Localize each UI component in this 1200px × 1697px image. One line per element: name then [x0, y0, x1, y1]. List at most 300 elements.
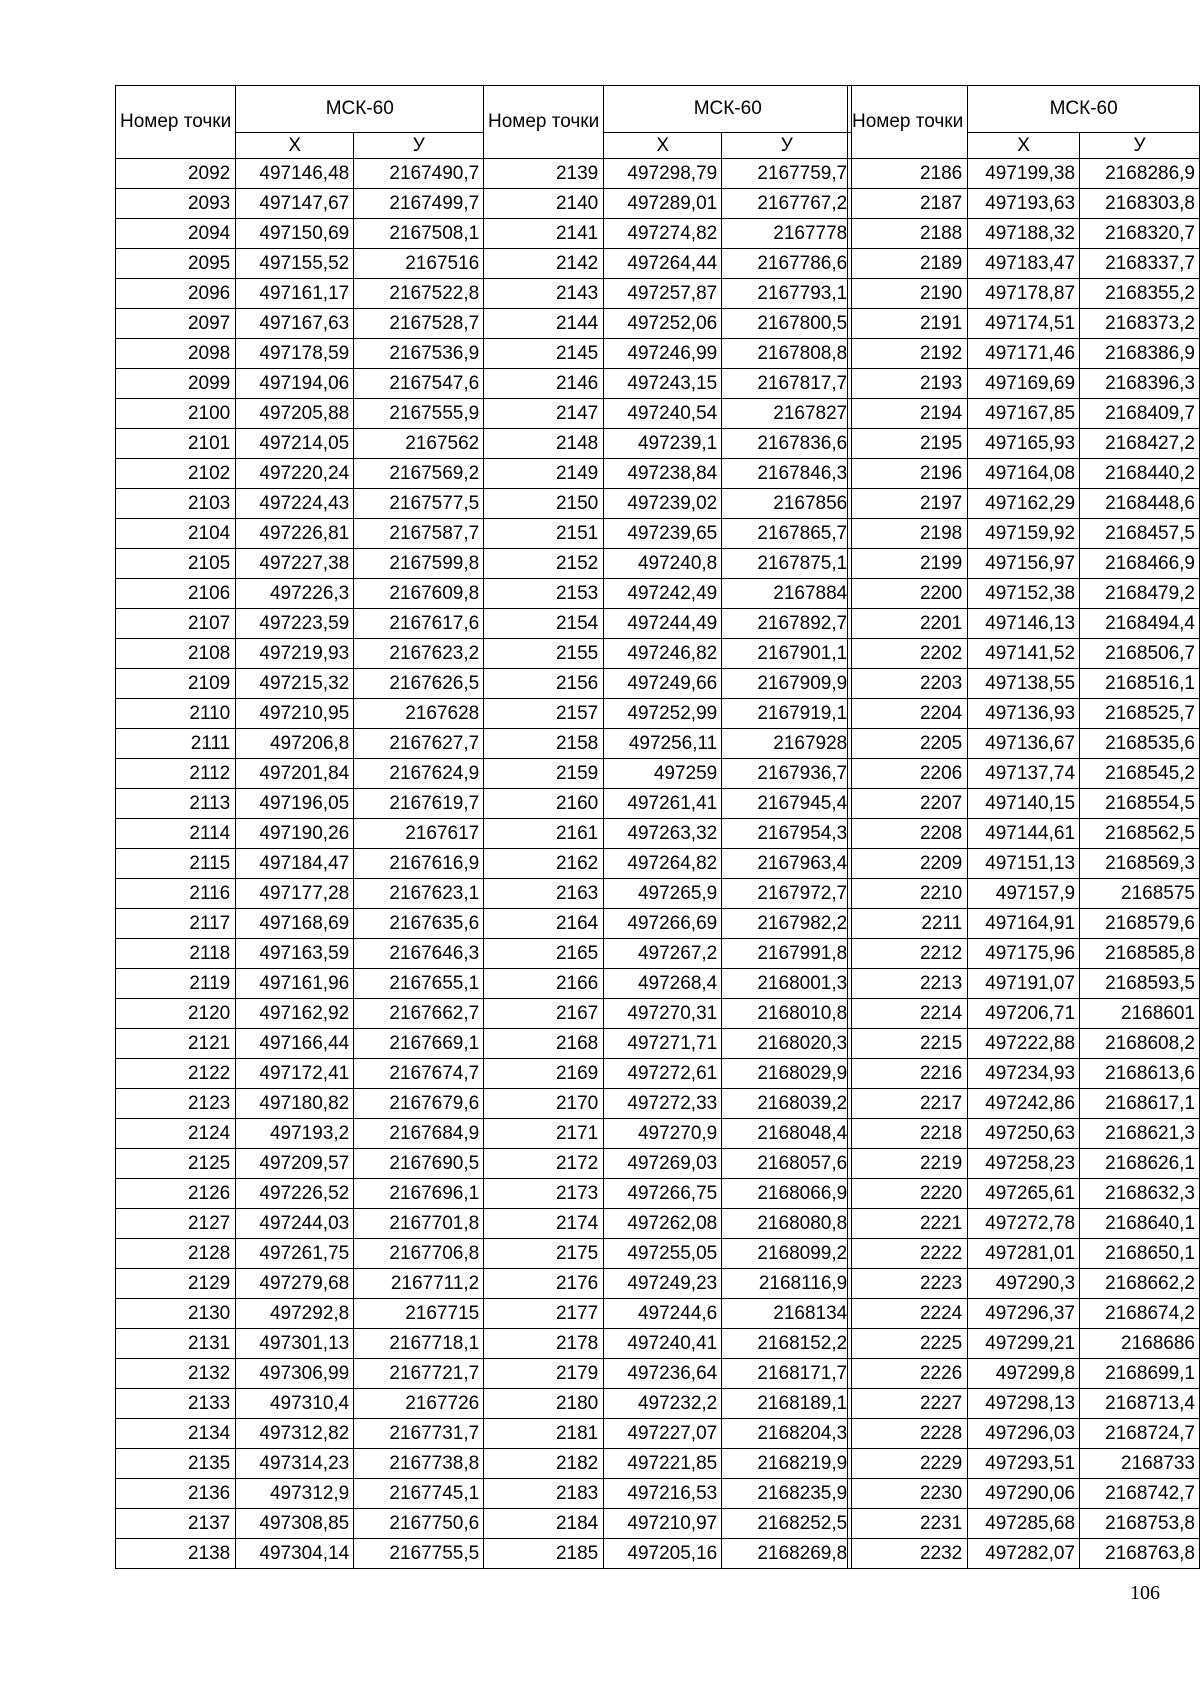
y-coordinate-cell: 2167892,7 — [722, 609, 852, 639]
y-coordinate-cell: 2167884 — [722, 579, 852, 609]
x-coordinate-cell: 497265,61 — [968, 1179, 1080, 1209]
x-coordinate-cell: 497268,4 — [604, 969, 722, 999]
x-coordinate-cell: 497226,3 — [236, 579, 354, 609]
point-number-cell: 2218 — [848, 1119, 968, 1149]
y-coordinate-cell: 2168763,8 — [1080, 1539, 1200, 1569]
point-number-cell: 2153 — [484, 579, 604, 609]
x-coordinate-cell: 497269,03 — [604, 1149, 722, 1179]
x-coordinate-cell: 497239,65 — [604, 519, 722, 549]
y-coordinate-cell: 2167836,6 — [722, 429, 852, 459]
point-number-cell: 2131 — [116, 1329, 236, 1359]
x-coordinate-cell: 497194,06 — [236, 369, 354, 399]
y-coordinate-cell: 2168554,5 — [1080, 789, 1200, 819]
y-coordinate-cell: 2168409,7 — [1080, 399, 1200, 429]
table-row — [484, 1149, 852, 1179]
point-number-cell: 2200 — [848, 579, 968, 609]
point-number-cell: 2111 — [116, 729, 236, 759]
x-coordinate-cell: 497210,97 — [604, 1509, 722, 1539]
table-row — [484, 189, 852, 219]
x-coordinate-cell: 497146,13 — [968, 609, 1080, 639]
y-coordinate-cell: 2167562 — [354, 429, 484, 459]
point-number-cell: 2186 — [848, 159, 968, 189]
point-number-cell: 2130 — [116, 1299, 236, 1329]
point-number-cell: 2217 — [848, 1089, 968, 1119]
y-coordinate-cell: 2167626,5 — [354, 669, 484, 699]
y-coordinate-cell: 2167738,8 — [354, 1449, 484, 1479]
point-number-cell: 2209 — [848, 849, 968, 879]
y-coordinate-cell: 2168001,3 — [722, 969, 852, 999]
y-coordinate-cell: 2167617,6 — [354, 609, 484, 639]
table-row — [116, 369, 484, 399]
y-coordinate-cell: 2167701,8 — [354, 1209, 484, 1239]
y-coordinate-cell: 2167718,1 — [354, 1329, 484, 1359]
x-coordinate-cell: 497167,85 — [968, 399, 1080, 429]
table-row — [848, 459, 1200, 489]
point-number-cell: 2175 — [484, 1239, 604, 1269]
point-number-cell: 2114 — [116, 819, 236, 849]
table-row — [484, 1389, 852, 1419]
y-coordinate-cell: 2168396,3 — [1080, 369, 1200, 399]
point-number-cell: 2166 — [484, 969, 604, 999]
point-number-cell: 2112 — [116, 759, 236, 789]
y-coordinate-cell: 2168569,3 — [1080, 849, 1200, 879]
table-row — [484, 999, 852, 1029]
table-row — [484, 699, 852, 729]
y-coordinate-cell: 2168593,5 — [1080, 969, 1200, 999]
table-row — [484, 609, 852, 639]
point-number-cell: 2184 — [484, 1509, 604, 1539]
point-number-cell: 2161 — [484, 819, 604, 849]
table-row — [848, 1329, 1200, 1359]
x-coordinate-cell: 497266,75 — [604, 1179, 722, 1209]
x-coordinate-cell: 497162,29 — [968, 489, 1080, 519]
point-number-cell: 2183 — [484, 1479, 604, 1509]
point-number-cell: 2206 — [848, 759, 968, 789]
x-coordinate-cell: 497196,05 — [236, 789, 354, 819]
y-coordinate-cell: 2167963,4 — [722, 849, 852, 879]
y-coordinate-cell: 2167715 — [354, 1299, 484, 1329]
x-coordinate-cell: 497264,82 — [604, 849, 722, 879]
x-coordinate-cell: 497244,03 — [236, 1209, 354, 1239]
y-coordinate-cell: 2168650,1 — [1080, 1239, 1200, 1269]
y-coordinate-cell: 2167684,9 — [354, 1119, 484, 1149]
table-row — [116, 1119, 484, 1149]
y-coordinate-cell: 2168662,2 — [1080, 1269, 1200, 1299]
y-coordinate-cell: 2167919,1 — [722, 699, 852, 729]
y-coordinate-cell: 2168617,1 — [1080, 1089, 1200, 1119]
y-coordinate-cell: 2168440,2 — [1080, 459, 1200, 489]
table-row — [116, 789, 484, 819]
table-row — [484, 159, 852, 189]
x-coordinate-cell: 497219,93 — [236, 639, 354, 669]
x-coordinate-cell: 497201,84 — [236, 759, 354, 789]
table-row — [484, 549, 852, 579]
x-coordinate-cell: 497152,38 — [968, 579, 1080, 609]
x-coordinate-cell: 497240,8 — [604, 549, 722, 579]
x-coordinate-cell: 497310,4 — [236, 1389, 354, 1419]
x-coordinate-cell: 497258,23 — [968, 1149, 1080, 1179]
table-row — [116, 1449, 484, 1479]
y-coordinate-cell: 2168626,1 — [1080, 1149, 1200, 1179]
y-coordinate-cell: 2167856 — [722, 489, 852, 519]
point-number-cell: 2099 — [116, 369, 236, 399]
x-coordinate-cell: 497271,71 — [604, 1029, 722, 1059]
table-row — [848, 1539, 1200, 1569]
y-coordinate-cell: 2167745,1 — [354, 1479, 484, 1509]
y-coordinate-cell: 2167674,7 — [354, 1059, 484, 1089]
point-number-cell: 2108 — [116, 639, 236, 669]
y-coordinate-cell: 2168057,6 — [722, 1149, 852, 1179]
y-coordinate-cell: 2167750,6 — [354, 1509, 484, 1539]
x-coordinate-cell: 497205,88 — [236, 399, 354, 429]
point-number-cell: 2193 — [848, 369, 968, 399]
y-coordinate-cell: 2167706,8 — [354, 1239, 484, 1269]
y-coordinate-cell: 2167623,2 — [354, 639, 484, 669]
table-row — [848, 969, 1200, 999]
table-row — [848, 1359, 1200, 1389]
point-number-cell: 2143 — [484, 279, 604, 309]
point-number-cell: 2105 — [116, 549, 236, 579]
x-coordinate-cell: 497210,95 — [236, 699, 354, 729]
table-row — [116, 609, 484, 639]
table-row — [484, 1419, 852, 1449]
x-coordinate-cell: 497164,08 — [968, 459, 1080, 489]
table-row — [848, 1269, 1200, 1299]
table-row — [848, 1419, 1200, 1449]
table-row — [848, 1209, 1200, 1239]
y-coordinate-cell: 2167901,1 — [722, 639, 852, 669]
x-coordinate-cell: 497166,44 — [236, 1029, 354, 1059]
x-coordinate-cell: 497175,96 — [968, 939, 1080, 969]
x-coordinate-cell: 497308,85 — [236, 1509, 354, 1539]
y-axis-header: У — [722, 133, 852, 159]
x-coordinate-cell: 497161,17 — [236, 279, 354, 309]
table-row — [116, 1059, 484, 1089]
point-number-cell: 2124 — [116, 1119, 236, 1149]
x-coordinate-cell: 497264,44 — [604, 249, 722, 279]
table-row — [484, 429, 852, 459]
point-number-cell: 2104 — [116, 519, 236, 549]
x-coordinate-cell: 497244,6 — [604, 1299, 722, 1329]
y-coordinate-cell: 2167569,2 — [354, 459, 484, 489]
y-coordinate-cell: 2168506,7 — [1080, 639, 1200, 669]
x-coordinate-cell: 497155,52 — [236, 249, 354, 279]
table-row — [484, 1539, 852, 1569]
y-coordinate-cell: 2167536,9 — [354, 339, 484, 369]
table-row — [848, 1389, 1200, 1419]
table-row — [116, 459, 484, 489]
y-coordinate-cell: 2167499,7 — [354, 189, 484, 219]
x-coordinate-cell: 497140,15 — [968, 789, 1080, 819]
table-row — [484, 579, 852, 609]
point-number-cell: 2167 — [484, 999, 604, 1029]
table-row — [116, 759, 484, 789]
table-row — [116, 1029, 484, 1059]
x-coordinate-cell: 497222,88 — [968, 1029, 1080, 1059]
y-coordinate-cell: 2167808,8 — [722, 339, 852, 369]
y-coordinate-cell: 2167972,7 — [722, 879, 852, 909]
x-coordinate-cell: 497312,82 — [236, 1419, 354, 1449]
table-row — [848, 549, 1200, 579]
table-row — [484, 279, 852, 309]
point-number-cell: 2216 — [848, 1059, 968, 1089]
table-row — [116, 249, 484, 279]
point-number-cell: 2181 — [484, 1419, 604, 1449]
x-coordinate-cell: 497249,23 — [604, 1269, 722, 1299]
point-number-cell: 2121 — [116, 1029, 236, 1059]
y-coordinate-cell: 2168699,1 — [1080, 1359, 1200, 1389]
point-number-cell: 2120 — [116, 999, 236, 1029]
point-number-cell: 2165 — [484, 939, 604, 969]
y-coordinate-cell: 2168733 — [1080, 1449, 1200, 1479]
x-coordinate-cell: 497209,57 — [236, 1149, 354, 1179]
y-coordinate-cell: 2168427,2 — [1080, 429, 1200, 459]
x-coordinate-cell: 497220,24 — [236, 459, 354, 489]
x-coordinate-cell: 497296,03 — [968, 1419, 1080, 1449]
point-number-cell: 2176 — [484, 1269, 604, 1299]
y-coordinate-cell: 2168545,2 — [1080, 759, 1200, 789]
point-number-cell: 2126 — [116, 1179, 236, 1209]
point-number-cell: 2177 — [484, 1299, 604, 1329]
x-coordinate-cell: 497151,13 — [968, 849, 1080, 879]
point-number-cell: 2096 — [116, 279, 236, 309]
coordinates-table-1 — [115, 85, 484, 1569]
point-number-cell: 2110 — [116, 699, 236, 729]
point-number-cell: 2092 — [116, 159, 236, 189]
table-row — [848, 1509, 1200, 1539]
x-coordinate-cell: 497146,48 — [236, 159, 354, 189]
point-number-cell: 2228 — [848, 1419, 968, 1449]
x-coordinate-cell: 497240,41 — [604, 1329, 722, 1359]
point-number-cell: 2168 — [484, 1029, 604, 1059]
table-row — [848, 1059, 1200, 1089]
point-number-cell: 2113 — [116, 789, 236, 819]
table-row — [116, 819, 484, 849]
x-coordinate-cell: 497232,2 — [604, 1389, 722, 1419]
y-coordinate-cell: 2167599,8 — [354, 549, 484, 579]
point-number-cell: 2146 — [484, 369, 604, 399]
point-number-cell: 2169 — [484, 1059, 604, 1089]
y-coordinate-cell: 2168621,3 — [1080, 1119, 1200, 1149]
point-number-cell: 2137 — [116, 1509, 236, 1539]
y-coordinate-cell: 2168753,8 — [1080, 1509, 1200, 1539]
table-row — [484, 1179, 852, 1209]
table-row — [484, 249, 852, 279]
point-number-cell: 2157 — [484, 699, 604, 729]
x-coordinate-cell: 497178,87 — [968, 279, 1080, 309]
point-number-cell: 2221 — [848, 1209, 968, 1239]
table-row — [116, 309, 484, 339]
table-row — [848, 789, 1200, 819]
table-row — [116, 429, 484, 459]
x-coordinate-cell: 497137,74 — [968, 759, 1080, 789]
point-number-cell: 2226 — [848, 1359, 968, 1389]
x-coordinate-cell: 497272,78 — [968, 1209, 1080, 1239]
table-row — [848, 159, 1200, 189]
table-row — [848, 909, 1200, 939]
y-coordinate-cell: 2167936,7 — [722, 759, 852, 789]
x-coordinate-cell: 497156,97 — [968, 549, 1080, 579]
point-number-cell: 2154 — [484, 609, 604, 639]
table-row — [484, 1119, 852, 1149]
point-number-cell: 2170 — [484, 1089, 604, 1119]
x-coordinate-cell: 497193,63 — [968, 189, 1080, 219]
point-number-cell: 2180 — [484, 1389, 604, 1419]
y-coordinate-cell: 2168448,6 — [1080, 489, 1200, 519]
table-row — [848, 1179, 1200, 1209]
point-number-cell: 2127 — [116, 1209, 236, 1239]
x-coordinate-cell: 497226,81 — [236, 519, 354, 549]
table-row — [848, 1479, 1200, 1509]
y-coordinate-cell: 2168373,2 — [1080, 309, 1200, 339]
point-number-cell: 2231 — [848, 1509, 968, 1539]
table-row — [116, 909, 484, 939]
x-coordinate-cell: 497183,47 — [968, 249, 1080, 279]
point-number-cell: 2211 — [848, 909, 968, 939]
y-coordinate-cell: 2168080,8 — [722, 1209, 852, 1239]
point-number-cell: 2141 — [484, 219, 604, 249]
table-row — [116, 219, 484, 249]
table-row — [116, 1509, 484, 1539]
table-row — [848, 1029, 1200, 1059]
point-number-cell: 2140 — [484, 189, 604, 219]
page-number: 106 — [1130, 1582, 1160, 1604]
y-coordinate-cell: 2168204,3 — [722, 1419, 852, 1449]
table-row — [116, 339, 484, 369]
y-coordinate-cell: 2167875,1 — [722, 549, 852, 579]
table-row — [848, 1149, 1200, 1179]
point-number-cell: 2229 — [848, 1449, 968, 1479]
table-row — [848, 1299, 1200, 1329]
point-number-cell: 2220 — [848, 1179, 968, 1209]
y-coordinate-cell: 2167991,8 — [722, 939, 852, 969]
table-row — [116, 189, 484, 219]
table-row — [484, 969, 852, 999]
x-coordinate-cell: 497299,21 — [968, 1329, 1080, 1359]
x-coordinate-cell: 497190,26 — [236, 819, 354, 849]
point-number-cell: 2213 — [848, 969, 968, 999]
table-row — [484, 309, 852, 339]
y-coordinate-cell: 2168219,9 — [722, 1449, 852, 1479]
table-row — [484, 939, 852, 969]
y-coordinate-cell: 2168010,8 — [722, 999, 852, 1029]
y-coordinate-cell: 2167619,7 — [354, 789, 484, 819]
y-coordinate-cell: 2167646,3 — [354, 939, 484, 969]
y-coordinate-cell: 2168579,6 — [1080, 909, 1200, 939]
y-coordinate-cell: 2168269,8 — [722, 1539, 852, 1569]
x-coordinate-cell: 497188,32 — [968, 219, 1080, 249]
y-coordinate-cell: 2168303,8 — [1080, 189, 1200, 219]
x-coordinate-cell: 497301,13 — [236, 1329, 354, 1359]
point-number-cell: 2171 — [484, 1119, 604, 1149]
y-coordinate-cell: 2167800,5 — [722, 309, 852, 339]
y-coordinate-cell: 2168235,9 — [722, 1479, 852, 1509]
x-coordinate-cell: 497136,93 — [968, 699, 1080, 729]
x-coordinate-cell: 497314,23 — [236, 1449, 354, 1479]
table-row — [484, 669, 852, 699]
x-coordinate-cell: 497177,28 — [236, 879, 354, 909]
x-coordinate-cell: 497296,37 — [968, 1299, 1080, 1329]
table-row — [848, 729, 1200, 759]
x-coordinate-cell: 497150,69 — [236, 219, 354, 249]
x-coordinate-cell: 497215,32 — [236, 669, 354, 699]
point-number-cell: 2145 — [484, 339, 604, 369]
point-number-cell: 2156 — [484, 669, 604, 699]
y-coordinate-cell: 2168039,2 — [722, 1089, 852, 1119]
point-number-cell: 2204 — [848, 699, 968, 729]
y-coordinate-cell: 2167846,3 — [722, 459, 852, 489]
point-number-header: Номер точки — [484, 86, 604, 159]
x-coordinate-cell: 497180,82 — [236, 1089, 354, 1119]
x-coordinate-cell: 497304,14 — [236, 1539, 354, 1569]
point-number-cell: 2152 — [484, 549, 604, 579]
y-coordinate-cell: 2168457,5 — [1080, 519, 1200, 549]
point-number-cell: 2202 — [848, 639, 968, 669]
point-number-cell: 2219 — [848, 1149, 968, 1179]
point-number-cell: 2151 — [484, 519, 604, 549]
x-coordinate-cell: 497138,55 — [968, 669, 1080, 699]
x-coordinate-cell: 497159,92 — [968, 519, 1080, 549]
y-coordinate-cell: 2168337,7 — [1080, 249, 1200, 279]
point-number-cell: 2102 — [116, 459, 236, 489]
y-coordinate-cell: 2168724,7 — [1080, 1419, 1200, 1449]
y-coordinate-cell: 2168686 — [1080, 1329, 1200, 1359]
x-coordinate-cell: 497239,02 — [604, 489, 722, 519]
y-coordinate-cell: 2168713,4 — [1080, 1389, 1200, 1419]
point-number-cell: 2185 — [484, 1539, 604, 1569]
y-coordinate-cell: 2168575 — [1080, 879, 1200, 909]
table-row — [484, 1059, 852, 1089]
x-coordinate-cell: 497141,52 — [968, 639, 1080, 669]
point-number-cell: 2227 — [848, 1389, 968, 1419]
table-row — [484, 849, 852, 879]
point-number-cell: 2188 — [848, 219, 968, 249]
point-number-cell: 2162 — [484, 849, 604, 879]
table-row — [848, 1449, 1200, 1479]
x-coordinate-cell: 497240,54 — [604, 399, 722, 429]
table-row — [484, 819, 852, 849]
point-number-cell: 2132 — [116, 1359, 236, 1389]
x-coordinate-cell: 497249,66 — [604, 669, 722, 699]
point-number-cell: 2173 — [484, 1179, 604, 1209]
y-coordinate-cell: 2168640,1 — [1080, 1209, 1200, 1239]
x-coordinate-cell: 497178,59 — [236, 339, 354, 369]
point-number-cell: 2122 — [116, 1059, 236, 1089]
point-number-cell: 2116 — [116, 879, 236, 909]
x-coordinate-cell: 497163,59 — [236, 939, 354, 969]
x-coordinate-cell: 497270,9 — [604, 1119, 722, 1149]
point-number-cell: 2172 — [484, 1149, 604, 1179]
y-coordinate-cell: 2167865,7 — [722, 519, 852, 549]
x-coordinate-cell: 497224,43 — [236, 489, 354, 519]
point-number-header: Номер точки — [116, 86, 236, 159]
y-coordinate-cell: 2168320,7 — [1080, 219, 1200, 249]
x-coordinate-cell: 497293,51 — [968, 1449, 1080, 1479]
x-coordinate-cell: 497164,91 — [968, 909, 1080, 939]
point-number-cell: 2100 — [116, 399, 236, 429]
y-coordinate-cell: 2168742,7 — [1080, 1479, 1200, 1509]
y-axis-header: У — [1080, 133, 1200, 159]
point-number-cell: 2178 — [484, 1329, 604, 1359]
x-axis-header: Х — [604, 133, 722, 159]
point-number-cell: 2210 — [848, 879, 968, 909]
point-number-cell: 2195 — [848, 429, 968, 459]
table-row — [848, 369, 1200, 399]
y-coordinate-cell: 2168535,6 — [1080, 729, 1200, 759]
y-coordinate-cell: 2167577,5 — [354, 489, 484, 519]
table-row — [116, 1089, 484, 1119]
y-coordinate-cell: 2168601 — [1080, 999, 1200, 1029]
